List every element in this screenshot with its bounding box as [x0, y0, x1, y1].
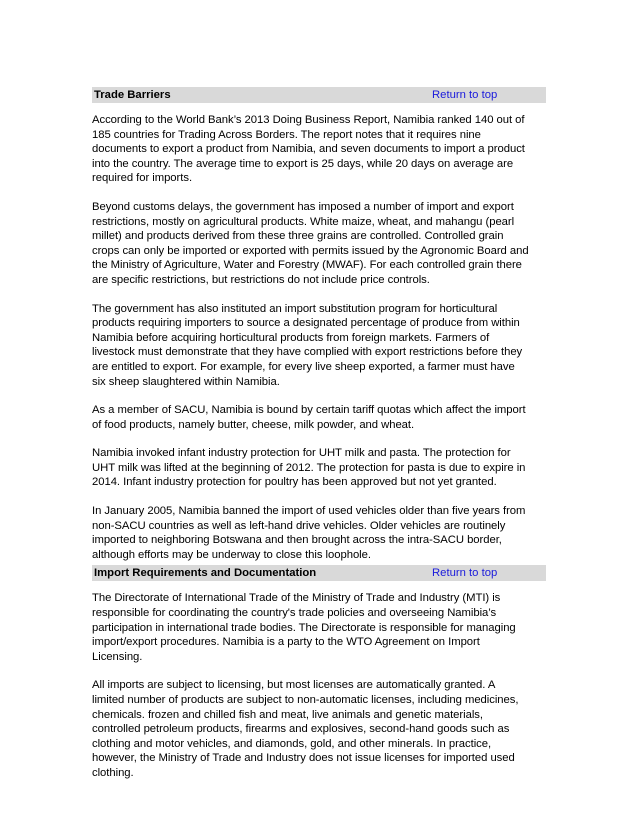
- paragraph: [92, 200, 546, 288]
- text-line: into the country. The average time to export is 25 days, while 20 days on average are: [92, 157, 514, 170]
- text-line: 185 countries for Trading Across Borders. The report notes that it requires nine: [92, 128, 481, 141]
- return-to-top-link[interactable]: Return to top: [432, 567, 498, 580]
- text-line: limited number of products are subject to non-automatic licenses, including medicines,: [92, 694, 519, 706]
- text-line: imported to neighboring Botswana and then brought across the intra-SACU border,: [92, 534, 502, 547]
- text-line: millet) and products derived from these three grains are controlled. Controlled grain: [92, 230, 504, 243]
- text-line: Namibia invoked infant industry protection for UHT milk and pasta. The protection for: [92, 447, 511, 460]
- text-line: are entitled to export. For example, for every live sheep exported, a farmer must have: [92, 360, 515, 373]
- text-line: As a member of SACU, Namibia is bound by certain tariff quotas which affect the import: [92, 404, 526, 417]
- paragraph: [92, 302, 546, 390]
- text-line: Namibia before acquiring horticultural products from foreign markets. Farmers of: [92, 331, 490, 344]
- section-title: Trade Barriers: [94, 89, 171, 101]
- section-title: Import Requirements and Documentation: [94, 567, 317, 580]
- text-line: documents to export a product from Namibia, and seven documents to import a product: [92, 143, 525, 156]
- text-line: are specific restrictions, but restrictions do not include price controls.: [92, 273, 430, 286]
- text-line: non-SACU countries as well as left-hand drive vehicles. Older vehicles are routinely: [92, 519, 506, 532]
- section-header-trade-barriers: [92, 87, 546, 103]
- text-line: According to the World Bank’s 2013 Doing Business Report, Namibia ranked 140 out of: [92, 114, 525, 126]
- text-line: clothing.: [92, 766, 134, 779]
- text-line: participation in international trade bodies. The Directorate is responsible for managing: [92, 621, 516, 634]
- text-line: The Directorate of International Trade of the Ministry of Trade and Industry (MTI) is: [92, 592, 501, 605]
- text-line: controlled petroleum products, firearms and explosives, second-hand goods such as: [92, 723, 510, 736]
- text-line: In January 2005, Namibia banned the import of used vehicles older than five years from: [92, 505, 526, 518]
- text-line: required for imports.: [92, 172, 193, 185]
- text-line: the Ministry of Agriculture, Water and Forestry (MWAF). For each controlled grain there: [92, 259, 522, 272]
- section-header-import-requirements: [92, 565, 546, 581]
- text-line: livestock must demonstrate that they have complied with export restrictions before they: [92, 346, 523, 359]
- text-line: Licensing.: [92, 650, 143, 663]
- text-line: chemicals. frozen and chilled fish and meat, live animals and genetic materials,: [92, 708, 483, 721]
- text-line: six sheep slaughtered within Namibia.: [92, 375, 280, 388]
- text-line: although efforts may be underway to close this loophole.: [92, 548, 371, 561]
- text-line: 2014. Infant industry protection for poultry has been approved but not yet granted.: [92, 476, 497, 489]
- paragraph: [92, 113, 546, 186]
- paragraph: [92, 403, 546, 432]
- document-page: [92, 87, 546, 781]
- paragraph: [92, 678, 546, 780]
- return-to-top-link[interactable]: Return to top: [432, 89, 498, 101]
- section-body: [92, 591, 546, 780]
- text-line: restrictions, mostly on agricultural products. White maize, wheat, and mahangu (pearl: [92, 215, 515, 228]
- paragraph: [92, 504, 546, 562]
- text-line: Beyond customs delays, the government has imposed a number of import and export: [92, 200, 514, 213]
- text-line: All imports are subject to licensing, but most licenses are automatically granted. A: [92, 679, 496, 692]
- paragraph: [92, 446, 546, 490]
- text-line: crops can only be imported or exported with permits issued by the Agronomic Board and: [92, 244, 529, 257]
- text-line: UHT milk was lifted at the beginning of 2012. The protection for pasta is due to expire in: [92, 461, 526, 474]
- section-body: [92, 113, 546, 562]
- text-line: The government has also instituted an import substitution program for horticultural: [92, 302, 498, 315]
- text-line: responsible for coordinating the country's trade policies and overseeing Namibia’s: [92, 607, 497, 620]
- paragraph: [92, 591, 546, 664]
- text-line: import/export procedures. Namibia is a party to the WTO Agreement on Import: [92, 636, 480, 649]
- text-line: of food products, namely butter, cheese, milk powder, and wheat.: [92, 418, 415, 431]
- text-line: clothing and motor vehicles, and diamonds, gold, and other minerals. In practice,: [92, 737, 492, 750]
- text-line: however, the Ministry of Trade and Industry does not issue licenses for imported used: [92, 752, 515, 765]
- text-line: products requiring importers to source a designated percentage of produce from within: [92, 317, 520, 330]
